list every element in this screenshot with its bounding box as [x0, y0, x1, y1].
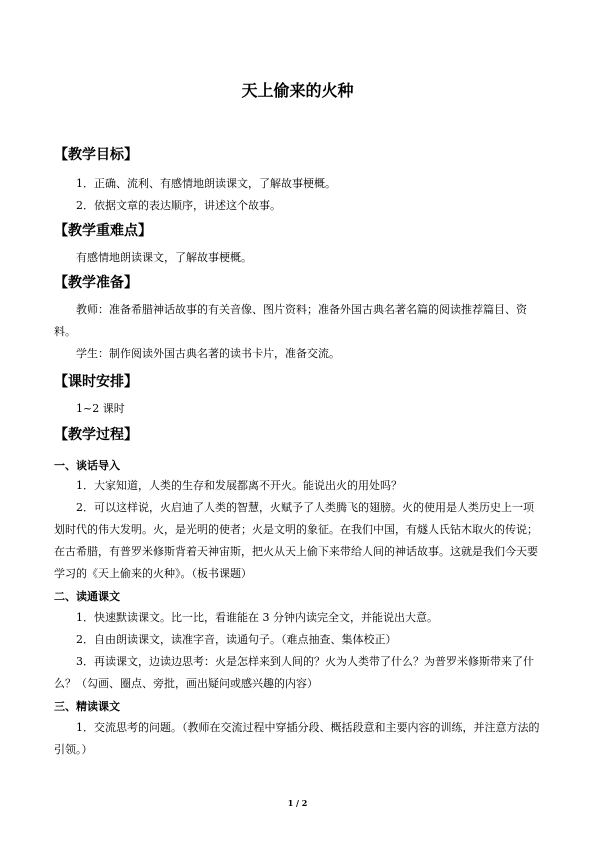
goal-item-1: 1．正确、流利、有感情地朗读课文，了解故事梗概。	[76, 177, 336, 190]
process-part1-heading: 一、谈话导入	[54, 459, 120, 472]
goal-item-2: 2．依据文章的表达顺序，讲述这个故事。	[76, 199, 281, 212]
section-heading-goal: 【教学目标】	[54, 147, 138, 163]
page-number: 1 / 2	[287, 798, 308, 808]
process-part2-p2: 2．自由朗读课文，读准字音，读通句子。（难点抽查、集体校正）	[76, 633, 397, 646]
process-part1-p2: 2．可以这样说，火启迪了人类的智慧，火赋予了人类腾飞的翅膀。火的使用是人类历史上一项划时代的伟大发明。火，是光明的使者；火是文明的象征。在我们中国，有燧人氏钻木取火的传说；在古希腊，有普罗米修斯背着天神宙斯，把火从天上偷下来带给人间的神话故事。这就是我们今天要学习的《天上偷来的火种》。（板书课题）	[54, 501, 538, 580]
section-heading-hours: 【课时安排】	[54, 374, 138, 390]
process-part3-heading: 三、精读课文	[54, 700, 120, 713]
process-part3-p1: 1．交流思考的问题。（教师在交流过程中穿插分段、概括段意和主要内容的训练，并注意方法的引领。）	[54, 721, 540, 756]
section-heading-key: 【教学重难点】	[54, 223, 152, 239]
hours-text: 1~2 课时	[76, 402, 125, 415]
process-part2-p3: 3．再读课文，边读边思考：火是怎样来到人间的？火为人类带了什么？为普罗米修斯带来了什么？（勾画、圈点、旁批，画出疑问或感兴趣的内容）	[54, 655, 534, 690]
process-part2-p1: 1．快速默读课文。比一比，看谁能在 3 分钟内读完全文，并能说出大意。	[76, 611, 438, 624]
process-part2-heading: 二、读通课文	[54, 590, 120, 603]
section-heading-process: 【教学过程】	[54, 427, 138, 443]
page-title: 天上偷来的火种	[241, 81, 354, 100]
process-part1-p1: 1．大家知道，人类的生存和发展都离不开火。能说出火的用处吗？	[76, 479, 402, 492]
section-heading-prep: 【教学准备】	[54, 275, 138, 291]
prep-teacher: 教师：准备希腊神话故事的有关音像、图片资料；准备外国古典名著名篇的阅读推荐篇目、资料。	[54, 303, 527, 338]
prep-student: 学生：制作阅读外国古典名著的读书卡片，准备交流。	[76, 347, 340, 360]
key-text: 有感情地朗读课文，了解故事梗概。	[76, 251, 252, 264]
